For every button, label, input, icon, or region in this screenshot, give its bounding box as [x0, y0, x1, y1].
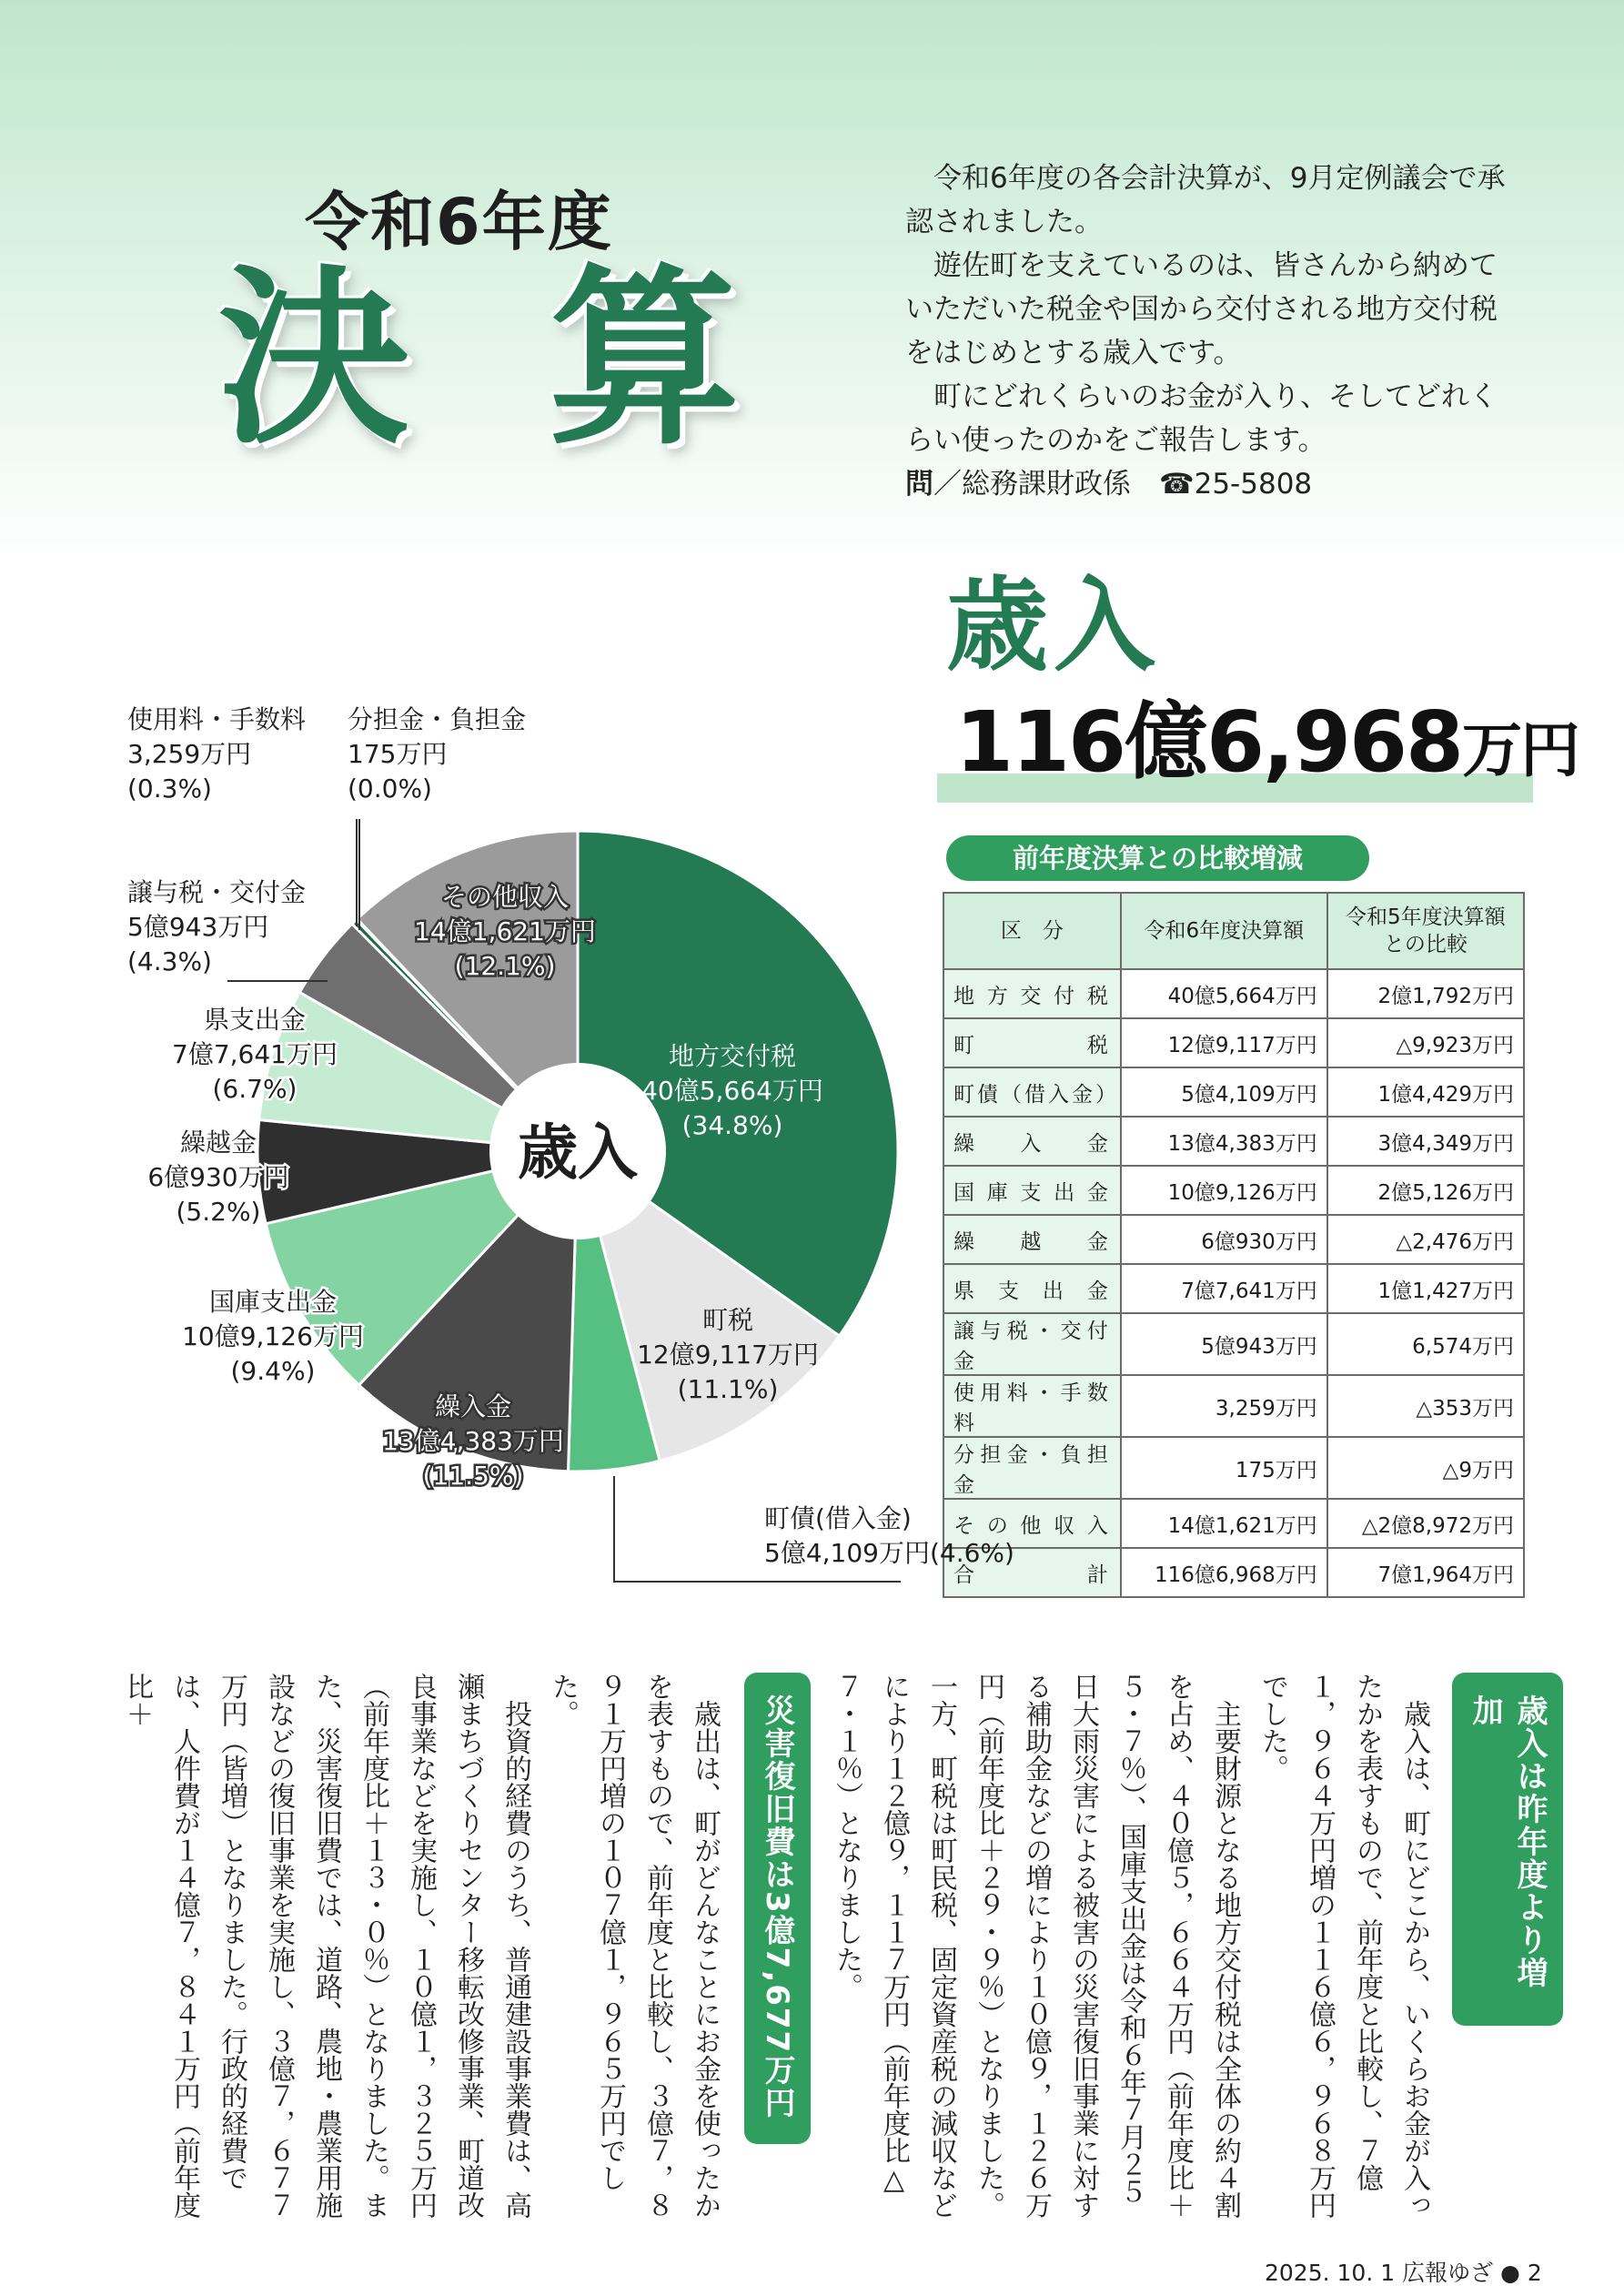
table-row [943, 1437, 1524, 1499]
main-title: 決 算 [218, 248, 777, 470]
table-cell-category: 分担金・負担金 [943, 1437, 1121, 1499]
article-revenue-body [819, 1673, 1437, 2219]
pie-label-value: (0.3%) [127, 774, 212, 804]
table-row [943, 1313, 1524, 1375]
table-cell-category: 町税 [943, 1018, 1121, 1067]
pie-label-value: 175万円 [348, 739, 448, 769]
table-cell-amount: 5億4,109万円 [1121, 1067, 1327, 1117]
pie-label-value: 12億9,117万円 [637, 1340, 819, 1370]
intro-paragraph: 遊佐町を支えているのは、皆さんから納めていただいた税金や国から交付される地方交付税をはじめとする歳入です。 [905, 249, 1498, 369]
table-cell-amount: 12億9,117万円 [1121, 1018, 1327, 1067]
pie-label [127, 704, 306, 804]
article-heading-revenue: 歳入は昨年度より増加 [1452, 1673, 1563, 2026]
table-cell-change: 6,574万円 [1327, 1313, 1524, 1375]
pie-label-value: (11.1%) [677, 1374, 779, 1404]
table-cell-category: その他収入 [943, 1499, 1121, 1548]
pie-label-name: 地方交付税 [668, 1041, 797, 1071]
pie-label-value: (9.4%) [230, 1356, 316, 1386]
year-title: 令和6年度 [305, 185, 613, 259]
article-heading-disaster: 災害復旧費は3億7,677万円 [744, 1673, 811, 2144]
revenue-pie-chart [0, 692, 1014, 1602]
pie-label-name: その他収入 [440, 882, 570, 912]
table-cell-change: 3億4,349万円 [1327, 1117, 1524, 1166]
pie-label-value: (12.1%) [454, 951, 556, 981]
table-cell-category: 繰越金 [943, 1215, 1121, 1264]
pie-label-value: 14億1,621万円 [414, 916, 596, 946]
pie-label-name: 使用料・手数料 [127, 704, 307, 734]
table-cell-change: △9万円 [1327, 1437, 1524, 1499]
contact-phone: ☎25-5808 [1159, 468, 1313, 501]
table-cell-change: △9,923万円 [1327, 1018, 1524, 1067]
table-row [943, 1264, 1524, 1313]
pie-label-name: 町債(借入金) [764, 1503, 912, 1533]
pie-label-name: 県支出金 [203, 1005, 307, 1035]
table-row [943, 1375, 1524, 1437]
page-footer: 2025. 10. 1 広報ゆざ ● 2 [1265, 2260, 1542, 2286]
pie-label-value: (0.0%) [348, 774, 432, 804]
table-cell-category: 地方交付税 [943, 969, 1121, 1018]
page-number: 2 [1527, 2260, 1542, 2286]
intro-paragraph: 町にどれくらいのお金が入り、そしてどれくらい使ったのかをご報告します。 [905, 380, 1498, 457]
article-paragraph: 投資的経費のうち、普通建設事業費は、高瀬まちづくりセンター移転改修事業、町道改良事業などを実施し、１０億１，３２５万円（前年度比＋１３・０％）となりました。また、災害復旧費では、道路、農地・農業用施設などの復旧事業を実施し、３億７，６７７万円（皆増）となりました。行政的経費では、人件費が１４億７，８４１万円（前年度比＋ [121, 1673, 531, 2219]
pie-label [182, 1287, 364, 1386]
table-row [943, 1018, 1524, 1067]
table-row [943, 1166, 1524, 1215]
table-cell-change: 2億5,126万円 [1327, 1166, 1524, 1215]
pie-label [127, 877, 306, 976]
revenue-total-amount: 116億6,968 [955, 693, 1463, 791]
comparison-table [943, 892, 1525, 1598]
table-cell-change: 7億1,964万円 [1327, 1548, 1524, 1597]
table-cell-category: 国庫支出金 [943, 1166, 1121, 1215]
article-expenditure-body [109, 1673, 728, 2219]
contact-line [905, 462, 1506, 506]
pie-label-value: (11.5%) [422, 1461, 524, 1491]
table-cell-amount: 40億5,664万円 [1121, 969, 1327, 1018]
table-cell-change: 1億4,429万円 [1327, 1067, 1524, 1117]
revenue-total [955, 693, 1579, 791]
table-cell-category: 町債（借入金） [943, 1067, 1121, 1117]
table-cell-category: 合計 [943, 1548, 1121, 1597]
table-cell-change: △353万円 [1327, 1375, 1524, 1437]
intro-paragraph: 令和6年度の各会計決算が、9月定例議会で承認されました。 [905, 162, 1506, 238]
table-cell-change: 1億1,427万円 [1327, 1264, 1524, 1313]
table-cell-change: △2億8,972万円 [1327, 1499, 1524, 1548]
table-cell-amount: 7億7,641万円 [1121, 1264, 1327, 1313]
table-row [943, 1499, 1524, 1548]
table-cell-amount: 14億1,621万円 [1121, 1499, 1327, 1548]
table-cell-change: △2,476万円 [1327, 1215, 1524, 1264]
pie-label-value: 7億7,641万円 [172, 1039, 338, 1069]
pie-label-name: 繰入金 [434, 1391, 512, 1421]
pie-label-value: 10億9,126万円 [182, 1321, 364, 1351]
table-row [943, 1117, 1524, 1166]
revenue-title: 歳入 [946, 567, 1161, 685]
article-paragraph: 主要財源となる地方交付税は全体の約４割を占め、４０億５，６６４万円（前年度比＋５・７％）、国庫支出金は令和６年７月２５日大雨災害による被害の災害復旧事業に対する補助金などの増により１０億９，１２６万円（前年度比＋２９・９％）となりました。一方、町税は町民税、固定資産税の減収などにより１２億９，１１７万円（前年度比△７・１％）となりました。 [831, 1673, 1241, 2219]
contact-department: ／総務課財政係 [933, 468, 1131, 501]
pie-label-value: 5億4,109万円(4.6%) [764, 1538, 1014, 1568]
table-header-row [943, 893, 1524, 969]
pie-label [348, 704, 526, 804]
pie-center-label: 歳入 [518, 1118, 638, 1188]
pie-label-value: (5.2%) [176, 1197, 261, 1227]
contact-label: 問 [905, 468, 933, 501]
pie-label-name: 譲与税・交付金 [127, 877, 307, 907]
table-cell-category: 繰入金 [943, 1117, 1121, 1166]
intro-text [905, 157, 1506, 506]
pie-label-value: 3,259万円 [127, 739, 252, 769]
table-cell-amount: 175万円 [1121, 1437, 1327, 1499]
pie-label-value: 13億4,383万円 [382, 1426, 564, 1456]
table-header: 令和5年度決算額との比較 [1327, 893, 1524, 969]
table-cell-category: 県支出金 [943, 1264, 1121, 1313]
table-row [943, 1215, 1524, 1264]
pie-label-value: (34.8%) [681, 1110, 783, 1140]
comparison-label: 前年度決算との比較増減 [946, 835, 1369, 881]
table-body [943, 969, 1524, 1597]
footer-publication: 広報ゆざ [1402, 2260, 1494, 2286]
pie-label-name: 国庫支出金 [208, 1287, 338, 1317]
pie-label-value: (4.3%) [127, 946, 212, 976]
revenue-total-unit: 万円 [1462, 715, 1579, 785]
table-cell-amount: 3,259万円 [1121, 1375, 1327, 1437]
pie-label-name: 繰越金 [179, 1128, 257, 1158]
pie-label-value: (6.7%) [212, 1074, 298, 1104]
table-cell-amount: 6億930万円 [1121, 1215, 1327, 1264]
pie-label-name: 町税 [701, 1305, 754, 1335]
footer-date: 2025. 10. 1 [1265, 2260, 1396, 2286]
pie-label-name: 分担金・負担金 [348, 704, 527, 734]
pie-label-value: 5億943万円 [127, 912, 269, 942]
table-cell-change: 2億1,792万円 [1327, 969, 1524, 1018]
table-cell-category: 譲与税・交付金 [943, 1313, 1121, 1375]
pie-label-value: 6億930万円 [147, 1162, 289, 1192]
table-header: 区 分 [943, 893, 1121, 969]
pie-label-value: 40億5,664万円 [641, 1076, 823, 1106]
table-header: 令和6年度決算額 [1121, 893, 1327, 969]
article-paragraph: 歳入は、町にどこから、いくらお金が入ったかを表すもので、前年度と比較し、７億１，９６４万円増の１１６億６，９６８万円でした。 [1256, 1673, 1430, 2219]
table-cell-amount: 116億6,968万円 [1121, 1548, 1327, 1597]
table-cell-amount: 5億943万円 [1121, 1313, 1327, 1375]
table-cell-amount: 13億4,383万円 [1121, 1117, 1327, 1166]
table-row [943, 969, 1524, 1018]
table-row [943, 1067, 1524, 1117]
table-cell-category: 使用料・手数料 [943, 1375, 1121, 1437]
article-paragraph: 歳出は、町がどんなことにお金を使ったかを表すもので、前年度と比較し、３億７，８９１万円増の１０７億１，９６５万円でした。 [547, 1673, 721, 2219]
table-cell-amount: 10億9,126万円 [1121, 1166, 1327, 1215]
table-row [943, 1548, 1524, 1597]
